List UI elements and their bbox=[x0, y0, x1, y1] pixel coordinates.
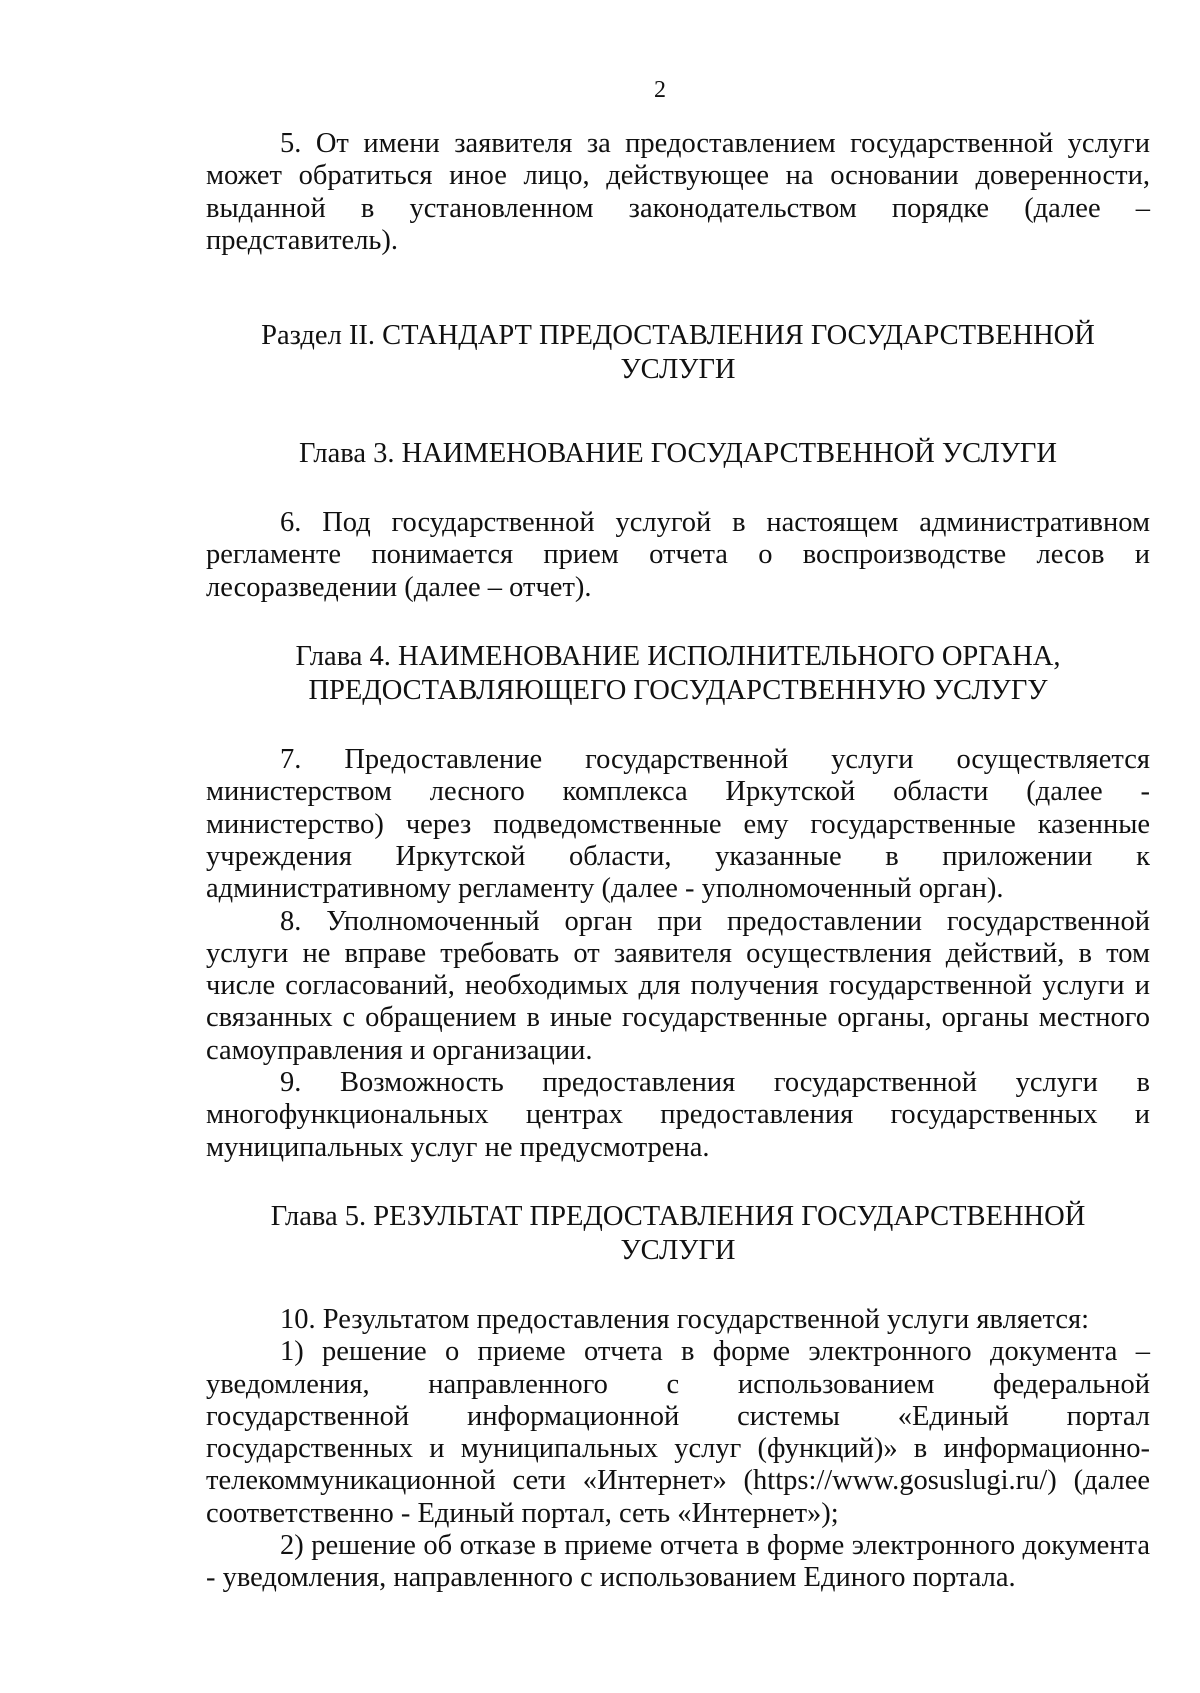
chapter-5-heading-line-2: УСЛУГИ bbox=[620, 1234, 736, 1266]
paragraph-10-item-1: 1) решение о приеме отчета в форме электронного документа – уведомления, направленного с использованием федеральной государственной информационной системы «Единый портал государственных и муниципальных услуг (функций)» в информационно-телекоммуникационной сети «Интернет» (https://www.gosuslugi.ru/) (далее соответственно - Единый портал, сеть «Интернет»); bbox=[206, 1336, 1150, 1529]
paragraph-9: 9. Возможность предоставления государственной услуги в многофункциональных центрах предоставления государственных и муниципальных услуг не предусмотрена. bbox=[206, 1067, 1150, 1163]
document-body bbox=[206, 128, 1150, 1595]
page-number: 2 bbox=[654, 77, 666, 103]
paragraph-5: 5. От имени заявителя за предоставлением государственной услуги может обратиться иное лицо, действующее на основании доверенности, выданной в установленном законодательством порядке (далее – представитель). bbox=[206, 128, 1150, 256]
chapter-3-heading: Глава 3. НАИМЕНОВАНИЕ ГОСУДАРСТВЕННОЙ УСЛУГИ bbox=[299, 438, 1057, 470]
chapter-4-heading-line-1: Глава 4. НАИМЕНОВАНИЕ ИСПОЛНИТЕЛЬНОГО ОРГАНА, bbox=[295, 641, 1061, 673]
paragraph-10: 10. Результатом предоставления государственной услуги является: bbox=[280, 1303, 1090, 1335]
spacer bbox=[206, 604, 1150, 640]
paragraph-6: 6. Под государственной услугой в настоящем административном регламенте понимается прием отчета о воспроизводстве лесов и лесоразведении (далее – отчет). bbox=[206, 507, 1150, 603]
chapter-5-heading-line-1: Глава 5. РЕЗУЛЬТАТ ПРЕДОСТАВЛЕНИЯ ГОСУДАРСТВЕННОЙ bbox=[270, 1200, 1086, 1232]
chapter-4-heading-line-2: ПРЕДОСТАВЛЯЮЩЕГО ГОСУДАРСТВЕННУЮ УСЛУГУ bbox=[308, 675, 1048, 707]
section-2-heading-line-2: УСЛУГИ bbox=[620, 354, 736, 386]
spacer bbox=[206, 387, 1150, 437]
paragraph-8: 8. Уполномоченный орган при предоставлении государственной услуги не вправе требовать от заявителя осуществления действий, в том числе согласований, необходимых для получения государственной услуги и связанных с обращением в иные государственные органы, органы местного самоуправления и организации. bbox=[206, 905, 1150, 1066]
spacer bbox=[206, 257, 1150, 319]
section-2-heading-line-1: Раздел II. СТАНДАРТ ПРЕДОСТАВЛЕНИЯ ГОСУДАРСТВЕННОЙ bbox=[261, 320, 1095, 352]
spacer bbox=[206, 471, 1150, 507]
spacer bbox=[206, 1164, 1150, 1200]
paragraph-7: 7. Предоставление государственной услуги осуществляется министерством лесного комплекса Иркутской области (далее - министерство) через подведомственные ему государственные казенные учреждения Иркутской области, указанные в приложении к административному регламенту (далее - уполномоченный орган). bbox=[206, 744, 1150, 905]
chapter-5-heading bbox=[206, 1200, 1150, 1268]
paragraph-10-item-2: 2) решение об отказе в приеме отчета в форме электронного документа - уведомления, направленного с использованием Единого портала. bbox=[206, 1530, 1150, 1594]
spacer bbox=[206, 1268, 1150, 1304]
section-2-heading bbox=[206, 319, 1150, 387]
chapter-4-heading bbox=[206, 640, 1150, 708]
spacer bbox=[206, 708, 1150, 744]
